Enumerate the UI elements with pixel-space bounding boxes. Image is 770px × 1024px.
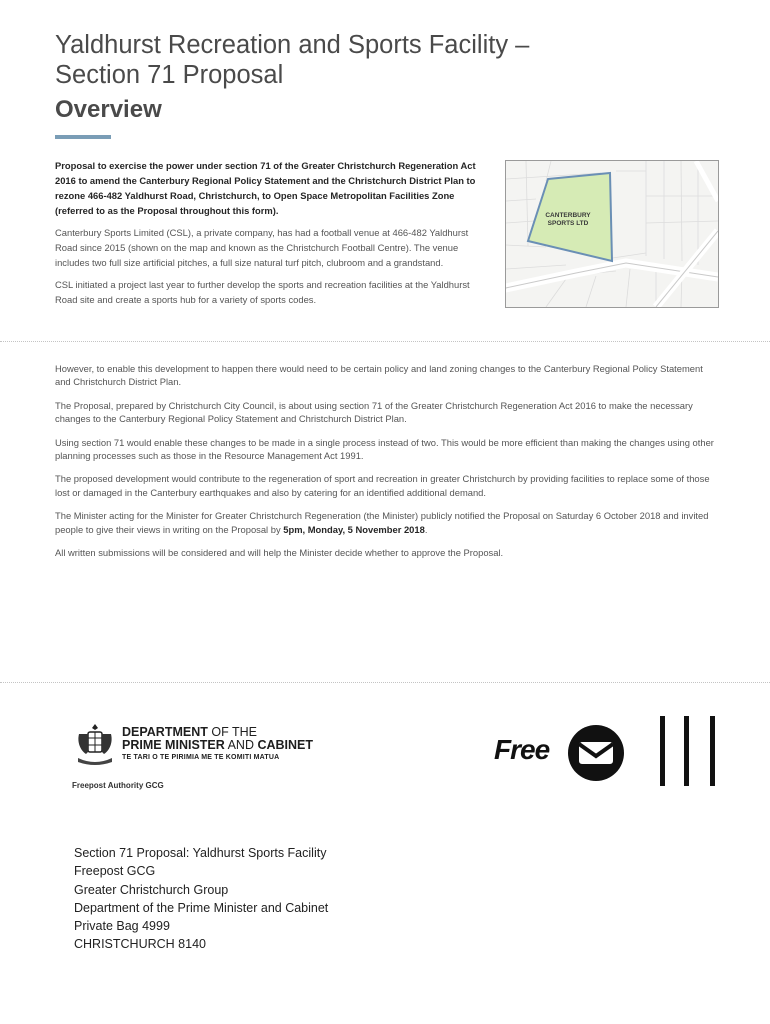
- freepost-envelope-icon: [567, 724, 625, 782]
- heading-accent-bar: [55, 135, 111, 139]
- address-line: Freepost GCG: [74, 864, 156, 879]
- address-line: Private Bag 4999: [74, 919, 170, 934]
- body-paragraph-2: The Proposal, prepared by Christchurch City Council, is about using section 71 of the Greater Christchurch Regeneration Act 2016 to make the necessary changes to the Canterbury Regional Policy Statement and Christchurch District Plan.: [55, 399, 693, 425]
- notification-text: The Minister acting for the Minister for Greater Christchurch Regeneration (the Minister) publicly notified the Proposal on Saturday 6 October 2018 and invited people to give their views in writing on the Proposal by: [55, 510, 709, 535]
- dpmc-logo-text: [122, 726, 313, 764]
- coat-of-arms-icon: [74, 722, 116, 766]
- address-line: Section 71 Proposal: Yaldhurst Sports Facility: [74, 846, 327, 860]
- notification-text-end: .: [424, 523, 428, 535]
- dpmc-maori-name: TE TARI O TE PIRIMIA ME TE KOMITI MATUA: [122, 754, 280, 761]
- body-paragraph-4: The proposed development would contribute to the regeneration of sport and recreation in greater Christchurch by providing facilities to replace some of those lost or damaged in the Canterbury earthquakes and also by catering for an identified additional demand.: [55, 473, 710, 498]
- site-map: [505, 160, 719, 308]
- intro-paragraph-3: CSL initiated a project last year to further develop the sports and recreation facilities at the Yaldhurst Road site and create a sports hub for a variety of sports codes.: [55, 279, 470, 305]
- dpmc-cabinet: CABINET: [257, 738, 314, 752]
- address-line: CHRISTCHURCH 8140: [74, 937, 206, 952]
- address-line: Greater Christchurch Group: [74, 882, 229, 897]
- return-address: [74, 844, 328, 954]
- body-paragraph-6: All written submissions will be considered and will help the Minister decide whether to approve the Proposal.: [55, 547, 504, 559]
- address-line: Department of the Prime Minister and Cabinet: [74, 900, 329, 915]
- dpmc-prime-minister: PRIME MINISTER: [122, 738, 225, 752]
- freepost-label: Free: [494, 734, 550, 765]
- document-title: [55, 30, 675, 90]
- body-paragraph-1: However, to enable this development to happen there would need to be certain policy and land zoning changes to the Canterbury Regional Policy Statement and Christchurch District Plan.: [55, 363, 703, 388]
- intro-paragraph-2: Canterbury Sports Limited (CSL), a private company, has had a football venue at 466-482 Yaldhurst Road since 2015 (shown on the map and known as the Christchurch Football Centre). The venue includes two full size artificial pitches, a full size natural turf pitch, clubroom and a grandstand.: [55, 227, 469, 268]
- freepost-authority: Freepost Authority GCG: [72, 781, 164, 790]
- site-map-graphic: [506, 161, 718, 307]
- intro-paragraph-1: Proposal to exercise the power under section 71 of the Greater Christchurch Regeneration Act 2016 to amend the Canterbury Regional Policy Statement and the Christchurch District Plan to rezone 466-482 Yaldhurst Road, Christchurch, to Open Space Metropolitan Facilities Zone (referred to as the Proposal throughout this form).: [55, 160, 476, 216]
- submission-deadline: 5pm, Monday, 5 November 2018: [283, 523, 425, 535]
- section-divider-top: [0, 341, 770, 342]
- section-heading-overview: Overview: [55, 96, 162, 123]
- site-label-line-2: SPORTS LTD: [547, 220, 589, 227]
- dpmc-of-the: OF THE: [207, 725, 257, 739]
- postal-barcode: [660, 716, 716, 786]
- body-paragraph-3: Using section 71 would enable these changes to be made in a single process instead of two. This would be more efficient than making the changes using other planning processes such as those in the Resource Management Act 1991.: [55, 436, 714, 462]
- dpmc-department: DEPARTMENT: [122, 725, 208, 739]
- title-line-1: Yaldhurst Recreation and Sports Facility –: [55, 31, 530, 59]
- body-paragraph-5: [55, 509, 720, 536]
- title-line-2: Section 71 Proposal: [55, 61, 284, 89]
- site-label-line-1: CANTERBURY: [545, 212, 591, 219]
- section-divider-bottom: [0, 682, 770, 683]
- intro-text: [55, 158, 483, 314]
- body-text: [55, 362, 720, 569]
- dpmc-and: AND: [224, 738, 258, 752]
